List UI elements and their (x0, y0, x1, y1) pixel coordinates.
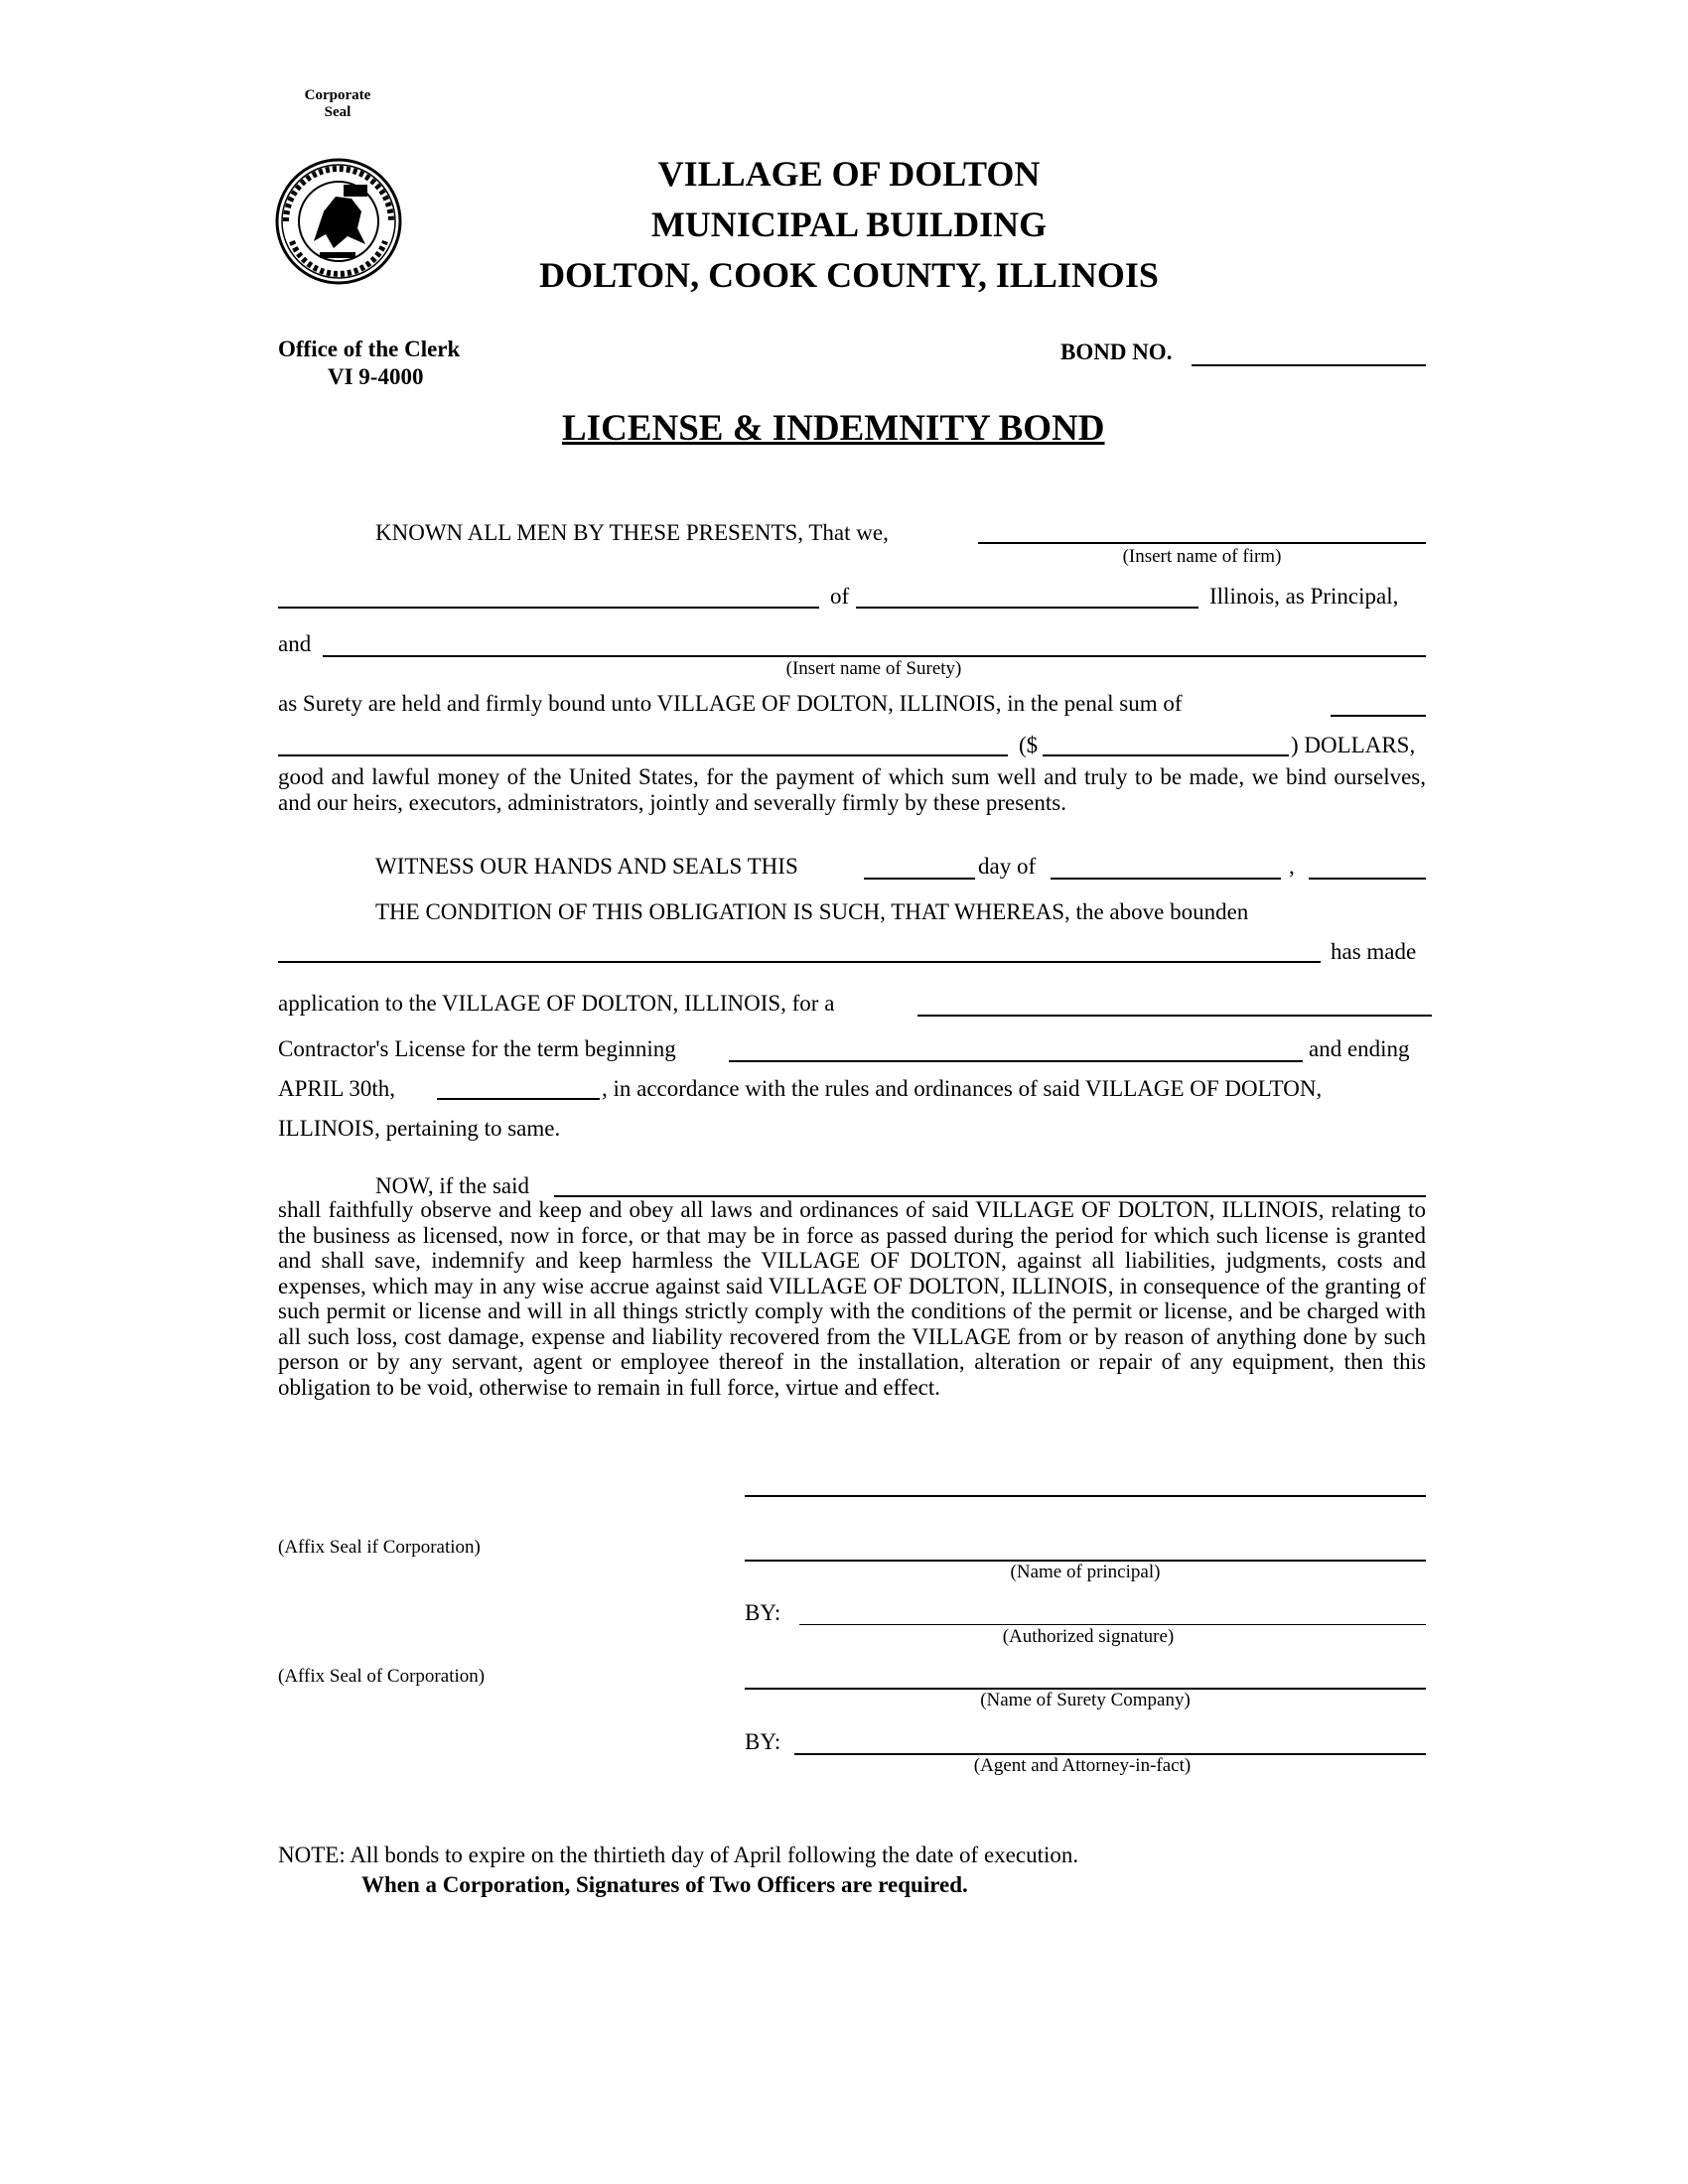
penal-sum-amount-field[interactable] (1043, 754, 1289, 756)
has-made-text: has made (1331, 939, 1417, 964)
accordance-text: , in accordance with the rules and ordinances of said VILLAGE OF DOLTON, (602, 1076, 1323, 1101)
by1-text: BY: (745, 1600, 781, 1625)
day-of-text: day of (978, 854, 1037, 879)
dollar-sign-text: ($ (1019, 733, 1039, 757)
seal-label-line1: Corporate (304, 87, 371, 103)
affix-seal-if-text: (Affix Seal if Corporation) (278, 1537, 481, 1558)
term-beginning-field[interactable] (729, 1060, 1303, 1062)
affix-seal-of-text: (Affix Seal of Corporation) (278, 1666, 486, 1687)
bond-no-field[interactable] (1192, 364, 1426, 366)
illinois-principal-text: Illinois, as Principal, (1209, 584, 1399, 609)
header-title (437, 149, 1261, 301)
obligation-paragraph: shall faithfully observe and keep and obey all laws and ordinances of said VILLAGE OF DOLTON, ILLINOIS, relating to the business as licensed, now in force, or that may be in force as passed during the period for which such license is granted and shall save, indemnify and keep harmless the VILLAGE OF DOLTON, against all liabilities, judgments, costs and expenses, which may in any wise accrue against said VILLAGE OF DOLTON, ILLINOIS, in consequence of the granting of such permit or license and will in all things strictly comply with the conditions of the permit or license, and be charged with all such loss, cost damage, expense and liability recovered from the VILLAGE from or by reason of anything done by such person or by any servant, agent or employee thereof in the installation, alteration or repair of any equipment, then this obligation to be void, otherwise to remain in full force, virtue and effect. (278, 1197, 1426, 1400)
seal-label (288, 87, 387, 121)
witness-day-field[interactable] (864, 878, 975, 880)
authorized-signature-caption: (Authorized signature) (1002, 1626, 1175, 1647)
header-line1: VILLAGE OF DOLTON (657, 154, 1041, 194)
penal-sum-words-field[interactable] (278, 754, 1008, 756)
office-line1: Office of the Clerk (278, 337, 461, 361)
dollars-text: ) DOLLARS, (1291, 733, 1416, 757)
of-text: of (830, 584, 850, 609)
comma-text: , (1289, 854, 1295, 879)
witness-month-field[interactable] (1051, 878, 1281, 880)
by2-text: BY: (745, 1729, 781, 1754)
surety-name-field[interactable] (323, 655, 1426, 657)
bond-no-label: BOND NO. (1060, 340, 1173, 364)
bounden-name-field[interactable] (278, 961, 1321, 963)
surety-text: as Surety are held and firmly bound unto VILLAGE OF DOLTON, ILLINOIS, in the penal sum of (278, 691, 1183, 716)
and-text: and (278, 631, 312, 656)
application-text: application to the VILLAGE OF DOLTON, ILLINOIS, for a (278, 991, 835, 1016)
office-block (278, 336, 460, 391)
name-surety-company-caption: (Name of Surety Company) (980, 1690, 1191, 1710)
and-ending-text: and ending (1309, 1036, 1410, 1061)
name-principal-caption: (Name of principal) (1010, 1562, 1161, 1582)
firm-caption: (Insert name of firm) (1122, 546, 1282, 567)
surety-caption: (Insert name of Surety) (785, 658, 962, 679)
form-title: LICENSE & INDEMNITY BOND (562, 408, 1105, 449)
principal-name-field[interactable] (278, 607, 819, 609)
contractor-text: Contractor's License for the term beginning (278, 1036, 676, 1061)
april-text: APRIL 30th, (278, 1076, 395, 1101)
principal-signature-line-top[interactable] (745, 1495, 1426, 1497)
seal-label-line2: Seal (324, 104, 352, 120)
note-line1: NOTE: All bonds to expire on the thirtieth day of April following the date of execution. (278, 1843, 1079, 1867)
condition-text: THE CONDITION OF THIS OBLIGATION IS SUCH, THAT WHEREAS, the above bounden (375, 899, 1249, 924)
good-lawful-paragraph: good and lawful money of the United States, for the payment of which sum well and truly to be made, we bind ourselves, and our heirs, executors, administrators, jointly and severally firmly by these presents. (278, 764, 1426, 815)
witness-text: WITNESS OUR HANDS AND SEALS THIS (375, 854, 798, 879)
license-type-field[interactable] (917, 1015, 1432, 1017)
principal-location-field[interactable] (856, 607, 1198, 609)
penal-sum-field-1[interactable] (1331, 715, 1426, 717)
illinois-pertaining-text: ILLINOIS, pertaining to same. (278, 1116, 561, 1141)
witness-year-field[interactable] (1309, 878, 1426, 880)
firm-name-field[interactable] (978, 542, 1426, 544)
note-line2: When a Corporation, Signatures of Two Officers are required. (361, 1872, 968, 1897)
corporate-seal-icon (274, 157, 403, 286)
agent-attorney-caption: (Agent and Attorney-in-fact) (973, 1755, 1192, 1776)
term-ending-year-field[interactable] (437, 1098, 600, 1100)
header-line3: DOLTON, COOK COUNTY, ILLINOIS (539, 255, 1159, 295)
known-all-text: KNOWN ALL MEN BY THESE PRESENTS, That we, (375, 520, 889, 545)
office-line2: VI 9-4000 (328, 364, 424, 389)
now-if-text: NOW, if the said (375, 1173, 530, 1198)
authorized-signature-field[interactable] (799, 1624, 1426, 1625)
header-line2: MUNICIPAL BUILDING (650, 205, 1048, 244)
